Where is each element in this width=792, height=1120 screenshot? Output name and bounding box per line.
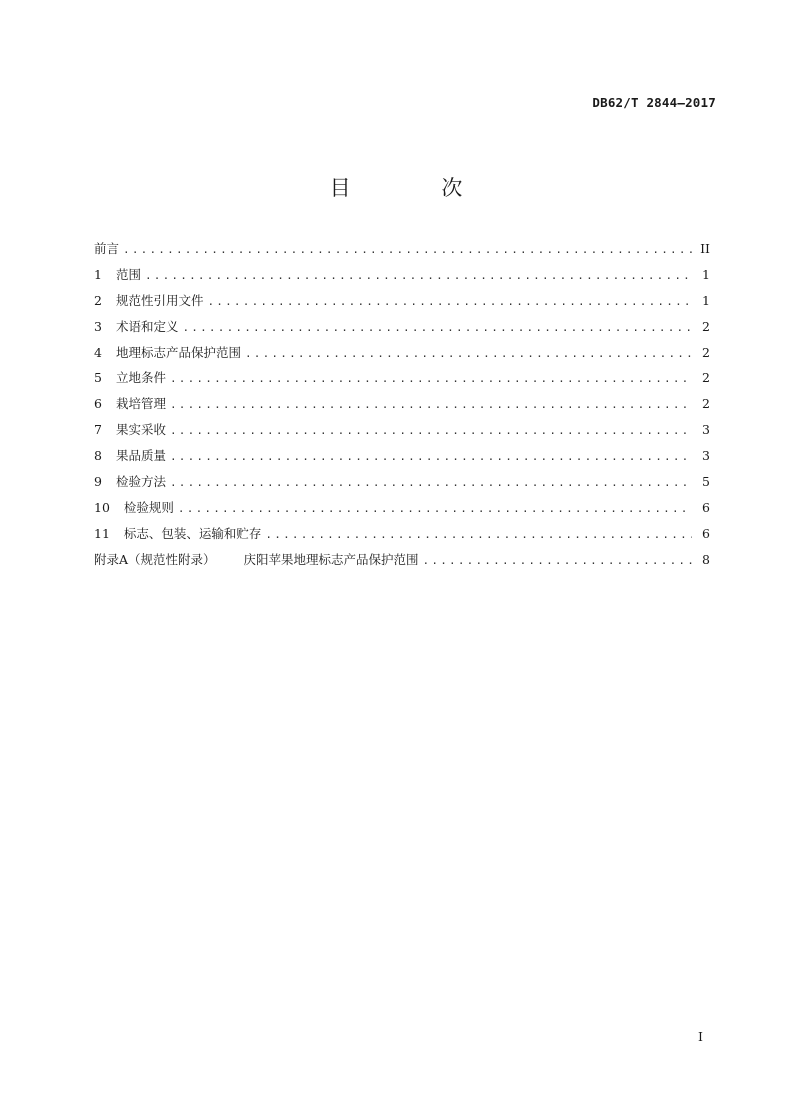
toc-entry-number: 9 <box>94 474 102 490</box>
toc-entry-label: 果品质量 <box>115 448 166 464</box>
toc-entry-normative-references[interactable] <box>94 288 710 314</box>
toc-entry-number: 8 <box>94 448 102 464</box>
toc-entry-test-methods[interactable] <box>94 469 710 495</box>
toc-entry-cultivation[interactable] <box>94 391 710 417</box>
toc-entry-label: 规范性引用文件 <box>115 292 204 308</box>
toc-entry-label: 立地条件 <box>115 370 166 386</box>
toc-entry-label: 检验规则 <box>123 499 174 515</box>
toc-entry-number: 1 <box>94 266 102 282</box>
toc-entry-label: 前言 <box>94 241 120 256</box>
toc-entry-page: 3 <box>702 422 710 438</box>
toc-entry-label: 庆阳苹果地理标志产品保护范围 <box>243 551 419 567</box>
toc-entry-scope[interactable] <box>94 262 710 288</box>
toc-entry-page: 3 <box>702 448 710 464</box>
toc-entry-page: 1 <box>702 266 710 282</box>
toc-entry-number: 3 <box>94 318 102 334</box>
toc-entry-page: 6 <box>702 525 710 541</box>
page-number: I <box>698 1029 703 1044</box>
toc-entry-number: 5 <box>94 370 102 386</box>
dot-leader <box>170 366 692 392</box>
document-code: DB62/T 2844—2017 <box>592 95 716 110</box>
toc-title: 目 次 <box>329 176 505 200</box>
toc-entry-number: 附录A（规范性附录） <box>94 551 216 567</box>
dot-leader <box>182 315 692 341</box>
toc-entry-terms-definitions[interactable] <box>94 314 710 340</box>
toc-entry-harvest[interactable] <box>94 417 710 443</box>
toc-entry-label: 栽培管理 <box>115 396 166 412</box>
dot-leader <box>170 392 692 418</box>
toc-entry-page: 2 <box>702 318 710 334</box>
toc-entry-foreword[interactable] <box>94 236 710 262</box>
toc-entry-label: 标志、包装、运输和贮存 <box>123 525 262 541</box>
dot-leader <box>178 496 692 522</box>
toc-entry-label: 范围 <box>115 266 141 282</box>
toc-entry-number: 11 <box>94 525 110 541</box>
toc-entry-appendix-a[interactable] <box>94 547 710 573</box>
toc-entry-number: 6 <box>94 396 102 412</box>
dot-leader <box>170 470 692 496</box>
toc-entry-page: 8 <box>702 551 710 567</box>
toc-entry-marking-packaging[interactable] <box>94 521 710 547</box>
toc-entry-number: 7 <box>94 422 102 438</box>
dot-leader <box>265 522 692 548</box>
toc-entry-fruit-quality[interactable] <box>94 443 710 469</box>
toc-entry-number: 10 <box>94 499 110 515</box>
dot-leader <box>170 444 692 470</box>
toc-entry-protection-scope[interactable] <box>94 340 710 366</box>
toc-entry-page: 1 <box>702 292 710 308</box>
toc-entry-page: 2 <box>702 396 710 412</box>
dot-leader <box>170 418 692 444</box>
table-of-contents <box>94 236 710 573</box>
toc-entry-page: II <box>700 241 710 256</box>
toc-entry-label: 果实采收 <box>115 422 166 438</box>
dot-leader <box>245 341 692 367</box>
toc-entry-page: 5 <box>702 474 710 490</box>
toc-entry-label: 术语和定义 <box>115 318 179 334</box>
dot-leader <box>207 289 692 315</box>
toc-entry-number: 4 <box>94 344 102 360</box>
toc-entry-page: 2 <box>702 344 710 360</box>
toc-entry-inspection-rules[interactable] <box>94 495 710 521</box>
toc-entry-label: 地理标志产品保护范围 <box>115 344 241 360</box>
toc-entry-label: 检验方法 <box>115 474 166 490</box>
dot-leader <box>145 263 692 289</box>
toc-entry-page: 2 <box>702 370 710 386</box>
toc-entry-site-conditions[interactable] <box>94 365 710 391</box>
dot-leader <box>123 237 692 263</box>
toc-entry-number: 2 <box>94 292 102 308</box>
toc-entry-page: 6 <box>702 499 710 515</box>
dot-leader <box>423 548 692 574</box>
